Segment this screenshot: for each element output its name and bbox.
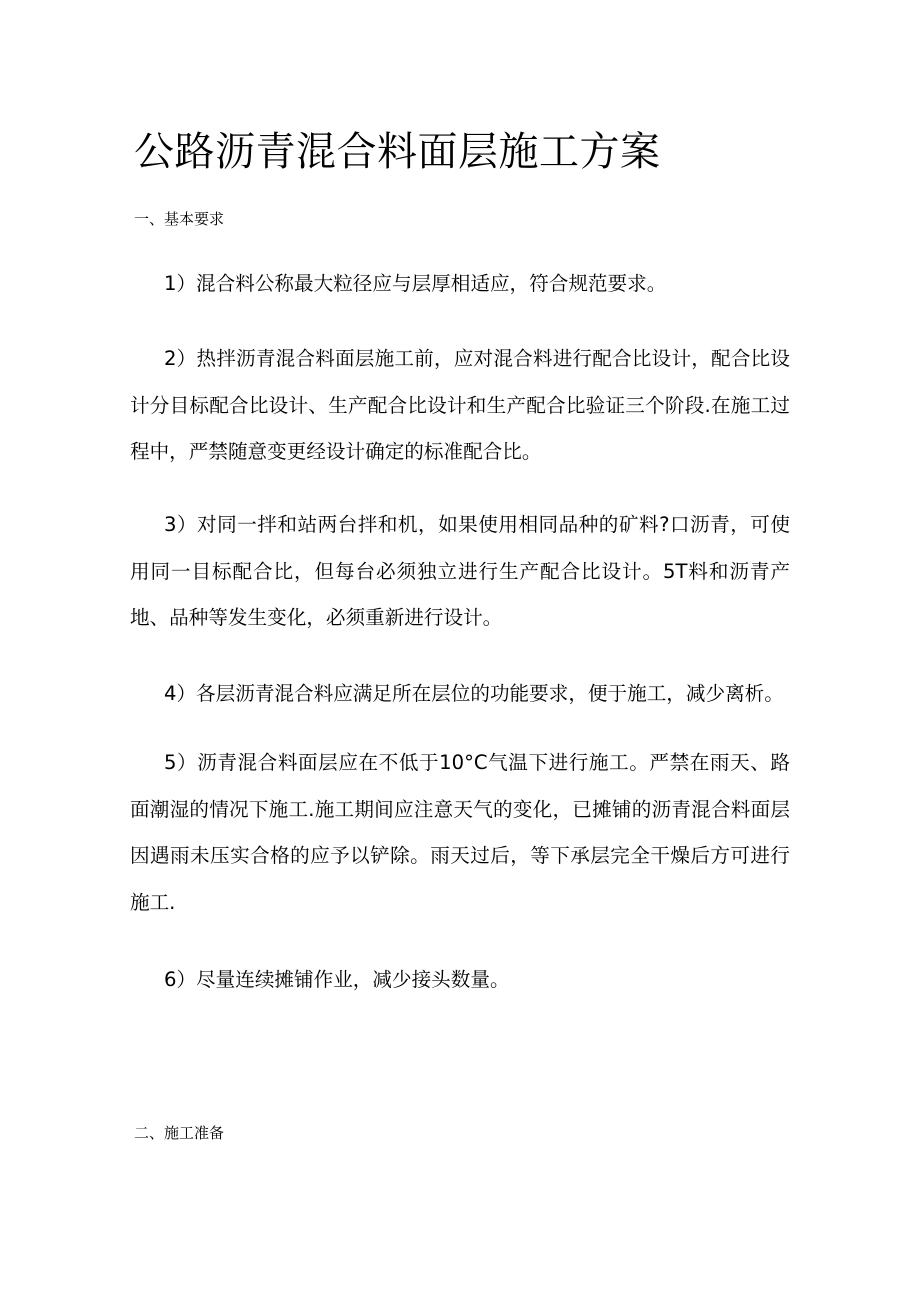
section-heading-construction-preparation: 二、施工准备 — [134, 1124, 225, 1142]
requirement-item-6: 6）尽量连续摊铺作业，减少接头数量。 — [164, 968, 510, 991]
requirement-item-2: 2）热拌沥青混合料面层施工前，应对混合料进行配合比设计，配合比设计分目标配合比设计、生产配合比设计和生产配合比验证三个阶段.在施工过程中，严禁随意变更经设计确定的标准配合比。 — [130, 347, 790, 463]
page-title: 公路沥青混合料面层施工方案 — [134, 129, 661, 175]
requirement-item-5: 5）沥青混合料面层应在不低于10°C气温下进行施工。严禁在雨天、路面潮湿的情况下施工.施工期间应注意天气的变化，已摊铺的沥青混合料面层因遇雨未压实合格的应予以铲除。雨天过后，等下承层完全干燥后方可进行施工. — [130, 751, 790, 914]
requirement-item-4: 4）各层沥青混合料应满足所在层位的功能要求，便于施工，减少离析。 — [164, 682, 784, 705]
requirement-item-1: 1）混合料公称最大粒径应与层厚相适应，符合规范要求。 — [164, 272, 667, 295]
requirement-item-3: 3）对同一拌和站两台拌和机，如果使用相同品种的矿料?口沥青，可使用同一目标配合比，但每台必须独立进行生产配合比设计。5T料和沥青产地、品种等发生变化，必须重新进行设计。 — [130, 513, 790, 629]
section-heading-basic-requirements: 一、基本要求 — [134, 210, 225, 228]
